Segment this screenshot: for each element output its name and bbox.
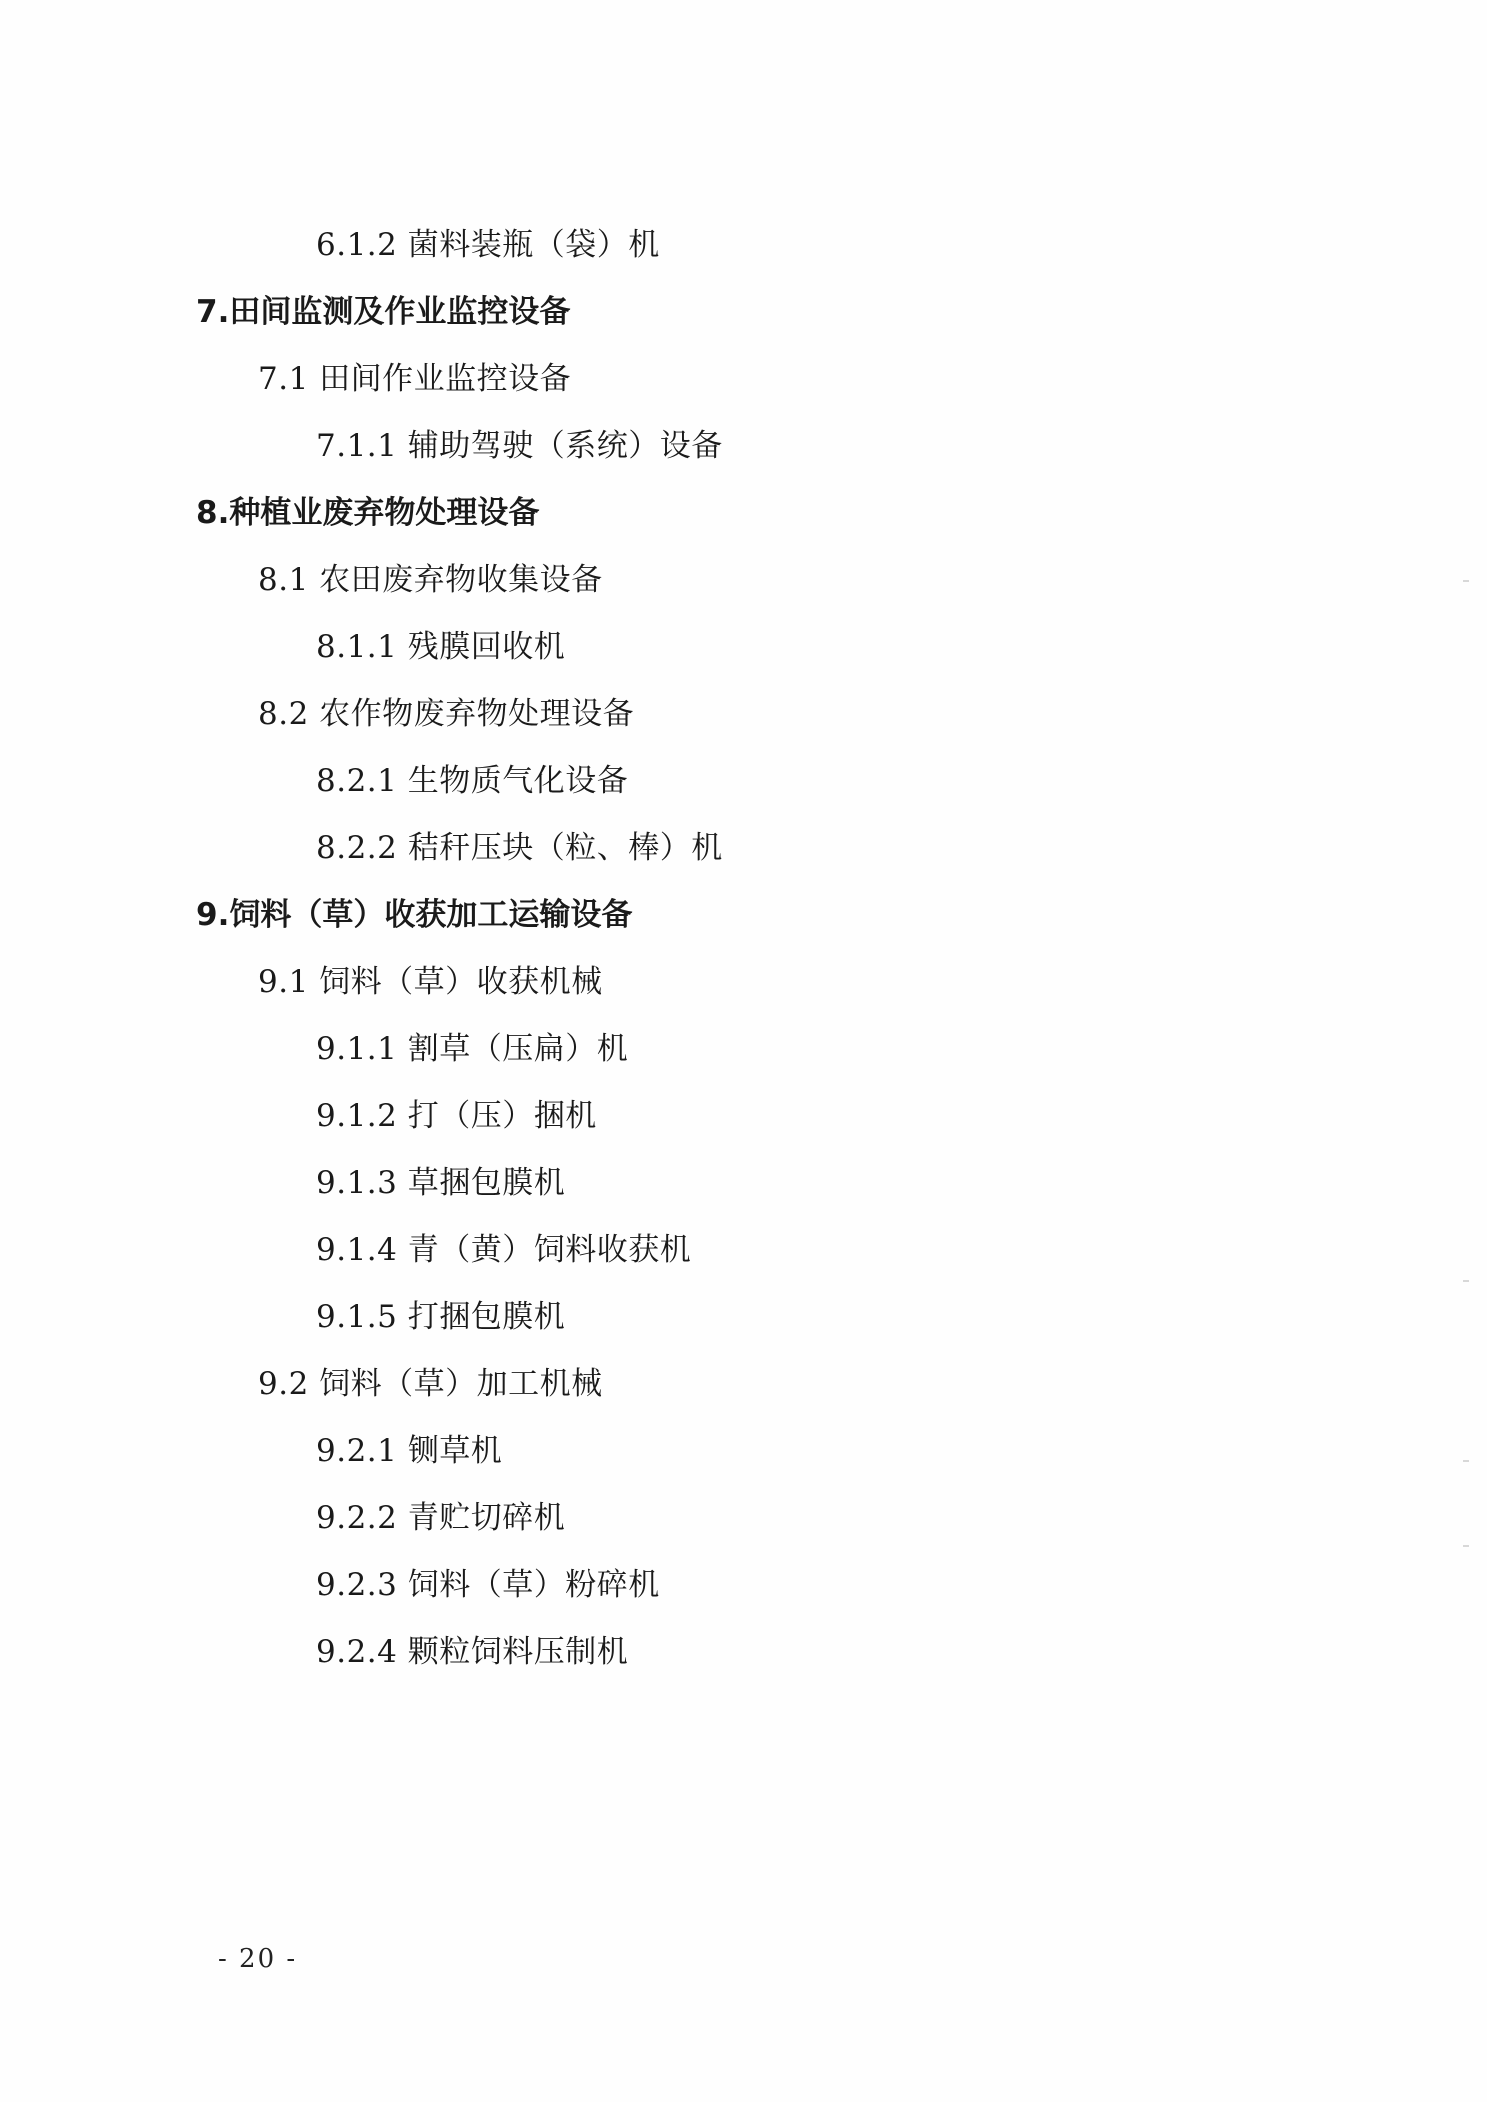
outline-entry: 9.2.3 饲料（草）粉碎机	[316, 1567, 660, 1603]
outline-entry: 9.1.1 割草（压扁）机	[316, 1031, 629, 1067]
outline-entry: 7.田间监测及作业监控设备	[196, 294, 571, 330]
page-edge-mark	[1463, 1545, 1469, 1547]
outline-entry: 9.2 饲料（草）加工机械	[258, 1366, 603, 1402]
outline-entry: 8.种植业废弃物处理设备	[196, 495, 540, 531]
outline-entry: 9.2.2 青贮切碎机	[316, 1500, 566, 1536]
page-edge-mark	[1463, 1280, 1469, 1282]
outline-entry: 8.2.1 生物质气化设备	[316, 763, 629, 799]
outline-entry: 9.1 饲料（草）收获机械	[258, 964, 603, 1000]
outline-entry: 9.1.4 青（黄）饲料收获机	[316, 1232, 692, 1268]
outline-entry: 9.1.2 打（压）捆机	[316, 1098, 597, 1134]
outline-entry: 9.饲料（草）收获加工运输设备	[196, 897, 633, 933]
outline-entry: 8.2 农作物废弃物处理设备	[258, 696, 635, 732]
page-edge-mark	[1463, 580, 1469, 582]
outline-entry: 7.1.1 辅助驾驶（系统）设备	[316, 428, 723, 464]
document-body	[186, 227, 1366, 1704]
outline-entry: 9.2.4 颗粒饲料压制机	[316, 1634, 629, 1670]
outline-entry: 9.1.3 草捆包膜机	[316, 1165, 566, 1201]
outline-entry: 9.2.1 铡草机	[316, 1433, 503, 1469]
outline-entry: 8.1 农田废弃物收集设备	[258, 562, 603, 598]
outline-entry: 7.1 田间作业监控设备	[258, 361, 572, 397]
outline-entry: 8.1.1 残膜回收机	[316, 629, 566, 665]
outline-entry: 6.1.2 菌料装瓶（袋）机	[316, 227, 660, 263]
page-edge-mark	[1463, 1460, 1469, 1462]
outline-entry: 8.2.2 秸秆压块（粒、棒）机	[316, 830, 723, 866]
outline-entry: 9.1.5 打捆包膜机	[316, 1299, 566, 1335]
page-number: - 20 -	[218, 1944, 298, 1974]
